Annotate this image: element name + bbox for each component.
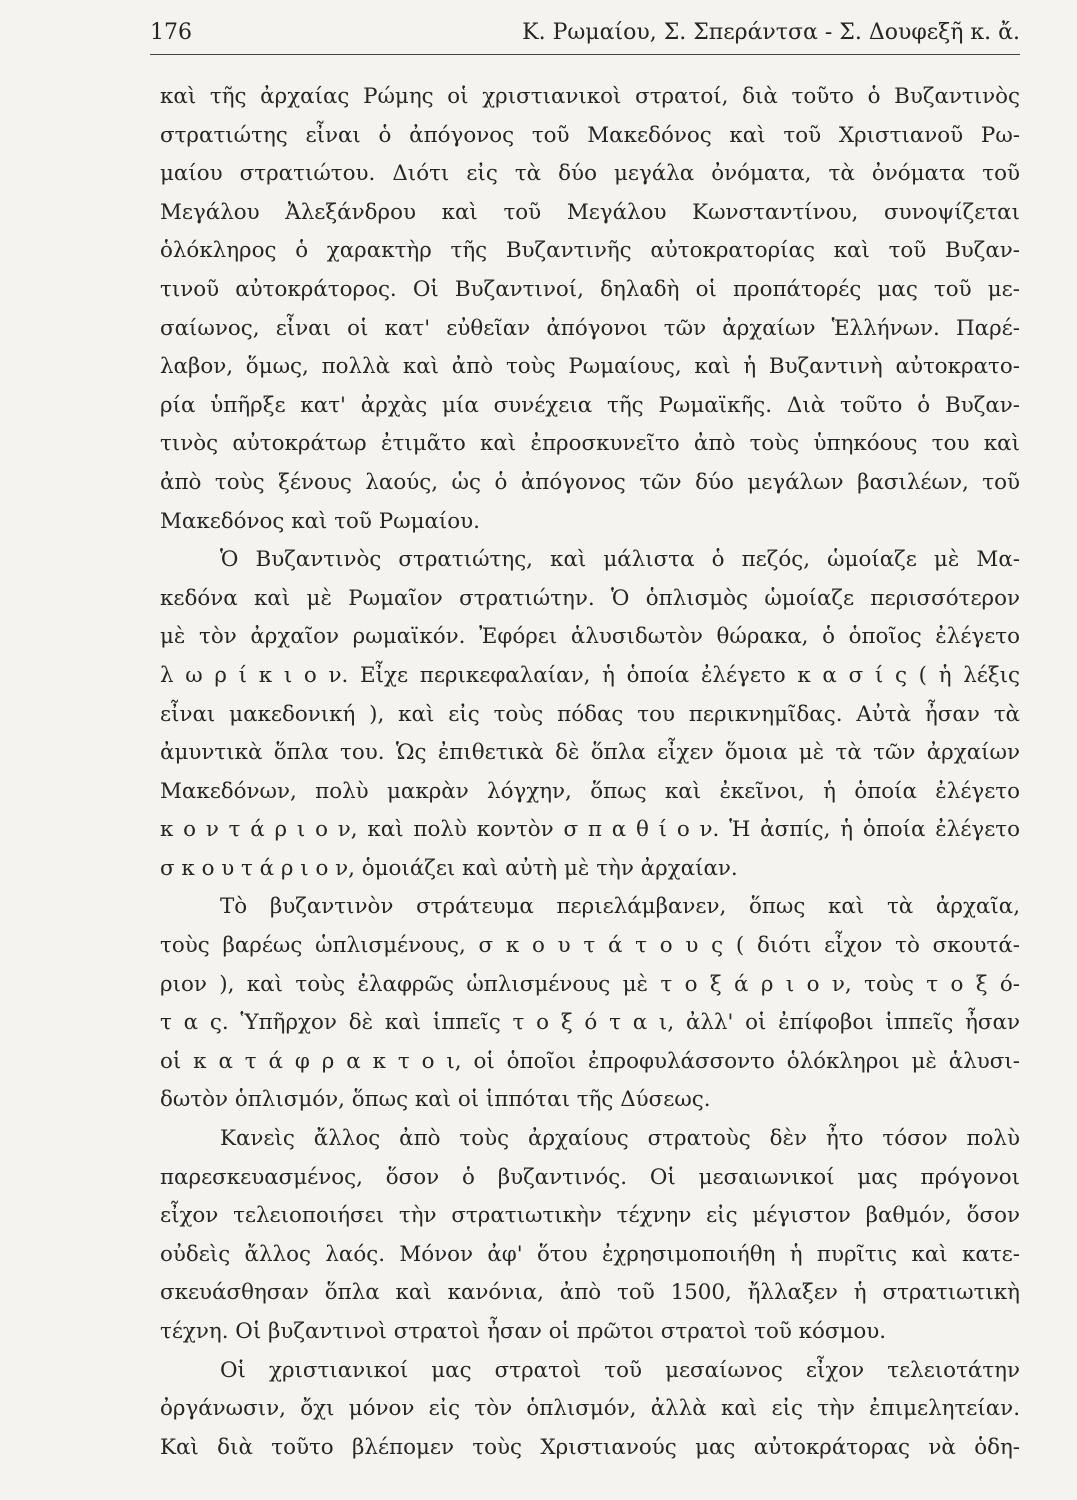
text-line: [160, 1352, 1020, 1391]
text-line: [160, 1197, 1020, 1236]
text-line: [160, 1236, 1020, 1275]
text-line: [160, 232, 1020, 271]
text-line-content: κ ο ν τ ά ρ ι ο ν, καὶ πολὺ κοντὸν σ π α θ ί ο ν. Ἡ ἀσπίς, ἡ ὁποία ἐλέγετο: [160, 817, 1020, 843]
text-line-content: σ κ ο υ τ ά ρ ι ο ν, ὁμοιάζει καὶ αὐτὴ μὲ τὴν ἀρχαίαν.: [160, 855, 738, 881]
text-line: [160, 425, 1020, 464]
text-line: [160, 696, 1020, 735]
text-line-content: λ ω ρ ί κ ι ο ν. Εἶχε περικεφαλαίαν, ἡ ὁποία ἐλέγετο κ α σ ί ς ( ἡ λέξις: [160, 662, 1020, 688]
text-line-content: παρεσκευασμένος, ὅσον ὁ βυζαντινός. Οἱ μεσαιωνικοί μας πρόγονοι: [160, 1164, 1020, 1190]
text-line: [160, 194, 1020, 233]
text-line: [160, 734, 1020, 773]
text-line: [160, 618, 1020, 657]
text-line-content: εἶχον τελειοποιήσει τὴν στρατιωτικὴν τέχνην εἰς μέγιστον βαθμόν, ὅσον: [160, 1203, 1020, 1229]
text-line-content: ὀργάνωσιν, ὄχι μόνον εἰς τὸν ὁπλισμόν, ἀλλὰ καὶ εἰς τὴν ἐπιμελητείαν.: [160, 1396, 1020, 1422]
text-line: [160, 1274, 1020, 1313]
text-line: [160, 155, 1020, 194]
text-line: [160, 1429, 1020, 1468]
text-line-content: Καὶ διὰ τοῦτο βλέπομεν τοὺς Χριστιανούς μας αὐτοκράτορας νὰ ὁδη-: [160, 1434, 1020, 1460]
text-line-content: τ α ς. Ὑπῆρχον δὲ καὶ ἱππεῖς τ ο ξ ό τ α ι, ἀλλ' οἱ ἐπίφοβοι ἱππεῖς ἦσαν: [160, 1010, 1020, 1036]
text-line-content: λαβον, ὅμως, πολλὰ καὶ ἀπὸ τοὺς Ρωμαίους, καὶ ἡ Βυζαντινὴ αὐτοκρατο-: [160, 354, 1020, 380]
text-line-content: τινὸς αὐτοκράτωρ ἐτιμᾶτο καὶ ἐπροσκυνεῖτο ἀπὸ τοὺς ὑπηκόους του καὶ: [160, 431, 1020, 457]
text-line: [160, 1313, 1020, 1352]
text-line: [160, 78, 1020, 117]
text-line: [160, 1004, 1020, 1043]
text-line-content: καὶ τῆς ἀρχαίας Ρώμης οἱ χριστιανικοὶ στρατοί, διὰ τοῦτο ὁ Βυζαντινὸς: [160, 84, 1020, 109]
text-line-content: Ὁ Βυζαντινὸς στρατιώτης, καὶ μάλιστα ὁ πεζός, ὡμοίαζε μὲ Μα-: [220, 547, 1020, 573]
text-line: [160, 657, 1020, 696]
text-line-content: τέχνη. Οἱ βυζαντινοὶ στρατοὶ ἦσαν οἱ πρῶτοι στρατοὶ τοῦ κόσμου.: [160, 1319, 887, 1344]
text-line-content: ριον ), καὶ τοὺς ἐλαφρῶς ὡπλισμένους μὲ τ ο ξ ά ρ ι ο ν, τοὺς τ ο ξ ό-: [160, 971, 1020, 997]
text-line: [160, 966, 1020, 1005]
text-line: [160, 1081, 1020, 1120]
text-line: [160, 1043, 1020, 1082]
page-header: [150, 16, 1020, 62]
text-line: [160, 503, 1020, 542]
text-line: [160, 310, 1020, 349]
text-line-content: μαίου στρατιώτου. Διότι εἰς τὰ δύο μεγάλα ὀνόματα, τὰ ὀνόματα τοῦ: [160, 161, 1020, 187]
text-line-content: ἀμυντικὰ ὅπλα του. Ὡς ἐπιθετικὰ δὲ ὅπλα εἶχεν ὅμοια μὲ τὰ τῶν ἀρχαίων: [160, 740, 1020, 766]
text-line: [160, 888, 1020, 927]
text-line: [160, 117, 1020, 156]
text-line-content: ὁλόκληρος ὁ χαρακτὴρ τῆς Βυζαντινῆς αὐτοκρατορίας καὶ τοῦ Βυζαν-: [160, 238, 1020, 264]
text-line-content: Μακεδόνων, πολὺ μακρὰν λόγχην, ὅπως καὶ ἐκεῖνοι, ἡ ὁποία ἐλέγετο: [160, 778, 1020, 804]
text-line: [160, 1390, 1020, 1429]
text-line-content: Μεγάλου Ἀλεξάνδρου καὶ τοῦ Μεγάλου Κωνσταντίνου, συνοψίζεται: [160, 199, 1020, 225]
text-line-content: ἀπὸ τοὺς ξένους λαούς, ὡς ὁ ἀπόγονος τῶν δύο μεγάλων βασιλέων, τοῦ: [160, 469, 1020, 495]
text-line: [160, 387, 1020, 426]
text-line-content: οὐδεὶς ἄλλος λαός. Μόνον ἀφ' ὅτου ἐχρησιμοποιήθη ἡ πυρῖτις καὶ κατε-: [160, 1241, 1020, 1267]
text-line-content: σκευάσθησαν ὅπλα καὶ κανόνια, ἀπὸ τοῦ 1500, ἤλλαξεν ἡ στρατιωτικὴ: [160, 1280, 1020, 1306]
text-line-content: Κανεὶς ἄλλος ἀπὸ τοὺς ἀρχαίους στρατοὺς δὲν ἦτο τόσον πολὺ: [220, 1126, 1020, 1152]
text-line-content: στρατιώτης εἶναι ὁ ἀπόγονος τοῦ Μακεδόνος καὶ τοῦ Χριστιανοῦ Ρω-: [160, 122, 1020, 148]
text-line: [160, 850, 1020, 889]
text-line-content: σαίωνος, εἶναι οἱ κατ' εὐθεῖαν ἀπόγονοι τῶν ἀρχαίων Ἑλλήνων. Παρέ-: [160, 315, 1020, 341]
text-line-content: τοὺς βαρέως ὡπλισμένους, σ κ ο υ τ ά τ ο υ ς ( διότι εἶχον τὸ σκουτά-: [160, 933, 1020, 959]
page-number: 176: [150, 20, 192, 45]
text-line-content: μὲ τὸν ἀρχαῖον ρωμαϊκόν. Ἐφόρει ἁλυσιδωτὸν θώρακα, ὁ ὁποῖος ἐλέγετο: [160, 624, 1020, 650]
text-line-content: δωτὸν ὁπλισμόν, ὅπως καὶ οἱ ἱππόται τῆς Δύσεως.: [160, 1087, 711, 1113]
text-line: [160, 271, 1020, 310]
text-line: [160, 1159, 1020, 1198]
text-line: [160, 541, 1020, 580]
text-line: [160, 580, 1020, 619]
text-line-content: οἱ κ α τ ά φ ρ α κ τ ο ι, οἱ ὁποῖοι ἐπροφυλάσσοντο ὁλόκληροι μὲ ἁλυσι-: [160, 1048, 1020, 1074]
text-line-content: κεδόνα καὶ μὲ Ρωμαῖον στρατιώτην. Ὁ ὁπλισμὸς ὡμοίαζε περισσότερον: [160, 585, 1020, 611]
body-text: [160, 78, 1020, 1467]
text-line: [160, 464, 1020, 503]
text-line: [160, 348, 1020, 387]
text-line-content: Οἱ χριστιανικοί μας στρατοὶ τοῦ μεσαίωνος εἶχον τελειοτάτην: [220, 1357, 1020, 1383]
text-line: [160, 927, 1020, 966]
text-line: [160, 811, 1020, 850]
header-rule: [150, 54, 1020, 55]
text-line-content: Τὸ βυζαντινὸν στράτευμα περιελάμβανεν, ὅπως καὶ τὰ ἀρχαῖα,: [220, 894, 1020, 920]
text-line-content: Μακεδόνος καὶ τοῦ Ρωμαίου.: [160, 508, 480, 534]
text-line-content: εἶναι μακεδονική ), καὶ εἰς τοὺς πόδας του περικνημῖδας. Αὐτὰ ἦσαν τὰ: [160, 701, 1020, 727]
text-line-content: ρία ὑπῆρξε κατ' ἀρχὰς μία συνέχεια τῆς Ρωμαϊκῆς. Διὰ τοῦτο ὁ Βυζαν-: [160, 392, 1020, 418]
text-line: [160, 773, 1020, 812]
text-line-content: τινοῦ αὐτοκράτορος. Οἱ Βυζαντινοί, δηλαδὴ οἱ προπάτορές μας τοῦ με-: [160, 276, 1020, 302]
running-head: Κ. Ρωμαίου, Σ. Σπεράντσα - Σ. Δουφεξῆ κ. ἄ.: [522, 20, 1020, 45]
text-line: [160, 1120, 1020, 1159]
